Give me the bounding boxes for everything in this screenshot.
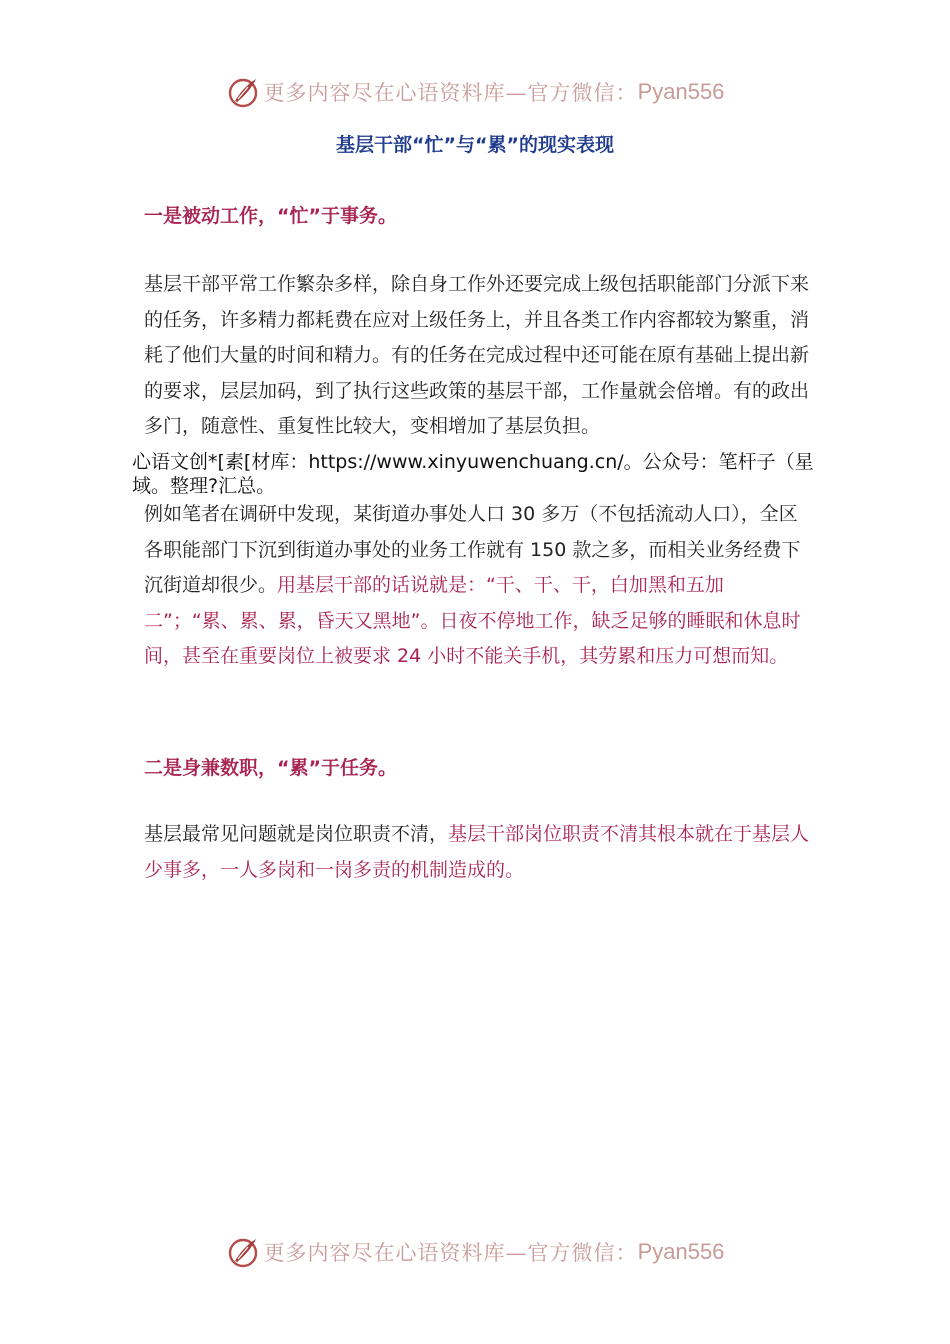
paragraph-2-plain: 例如笔者在调研中发现，某街道办事处人口 30 多万（不包括流动人口），全区各职能部门下沉到街道办事处的业务工作就有 150 款之多，而相关业务经费下沉街道却很少。 [144,503,801,596]
watermark-text: 心语文创*[素[材库：https://www.xinyuwenchuang.cn/。公众号：笔杆子（星域。整理?汇总。 [132,451,814,497]
section-1-paragraph-1: 基层干部平常工作繁杂多样，除自身工作外还要完成上级包括职能部门分派下来的任务，许多精力都耗费在应对上级任务上，并且各类工作内容都较为繁重，消耗了他们大量的时间和精力。有的任务在完成过程中还可能在原有基础上提出新的要求，层层加码，到了执行这些政策的基层干部，工作量就会倍增。有的政出多门，随意性、重复性比较大，变相增加了基层负担。 [144,273,810,437]
quill-logo-icon [226,1235,260,1269]
section-2-heading: 二是身兼数职，“累”于任务。 [144,757,397,779]
section-1-heading: 一是被动工作，“忙”于事务。 [144,205,397,227]
section-2-paragraph [144,817,812,888]
section-2-plain: 基层最常见问题就是岗位职责不清， [144,823,449,845]
quill-logo-icon [226,75,260,109]
section-2-highlight: 基层干部岗位职责不清其根本就在于基层人少事多，一人多岗和一岗多责的机制造成的。 [144,823,810,881]
banner-wechat-id: Pyan556 [637,79,725,104]
header-banner [0,72,950,112]
footer-banner [0,1232,950,1272]
footer-wechat-id: Pyan556 [637,1239,725,1264]
banner-text: 更多内容尽在心语资料库—官方微信： [263,81,638,105]
section-1-paragraph-2 [144,497,812,675]
document-title: 基层干部“忙”与“累”的现实表现 [336,134,614,156]
footer-banner-text: 更多内容尽在心语资料库—官方微信： [263,1241,638,1265]
paragraph-2-highlight: 用基层干部的话说就是：“干、干、干，白加黑和五加二”；“累、累、累，昏天又黑地”。日夜不停地工作，缺乏足够的睡眠和休息时间，甚至在重要岗位上被要求 24 小时不能关手机，其劳累和压力可想而知。 [144,574,801,667]
